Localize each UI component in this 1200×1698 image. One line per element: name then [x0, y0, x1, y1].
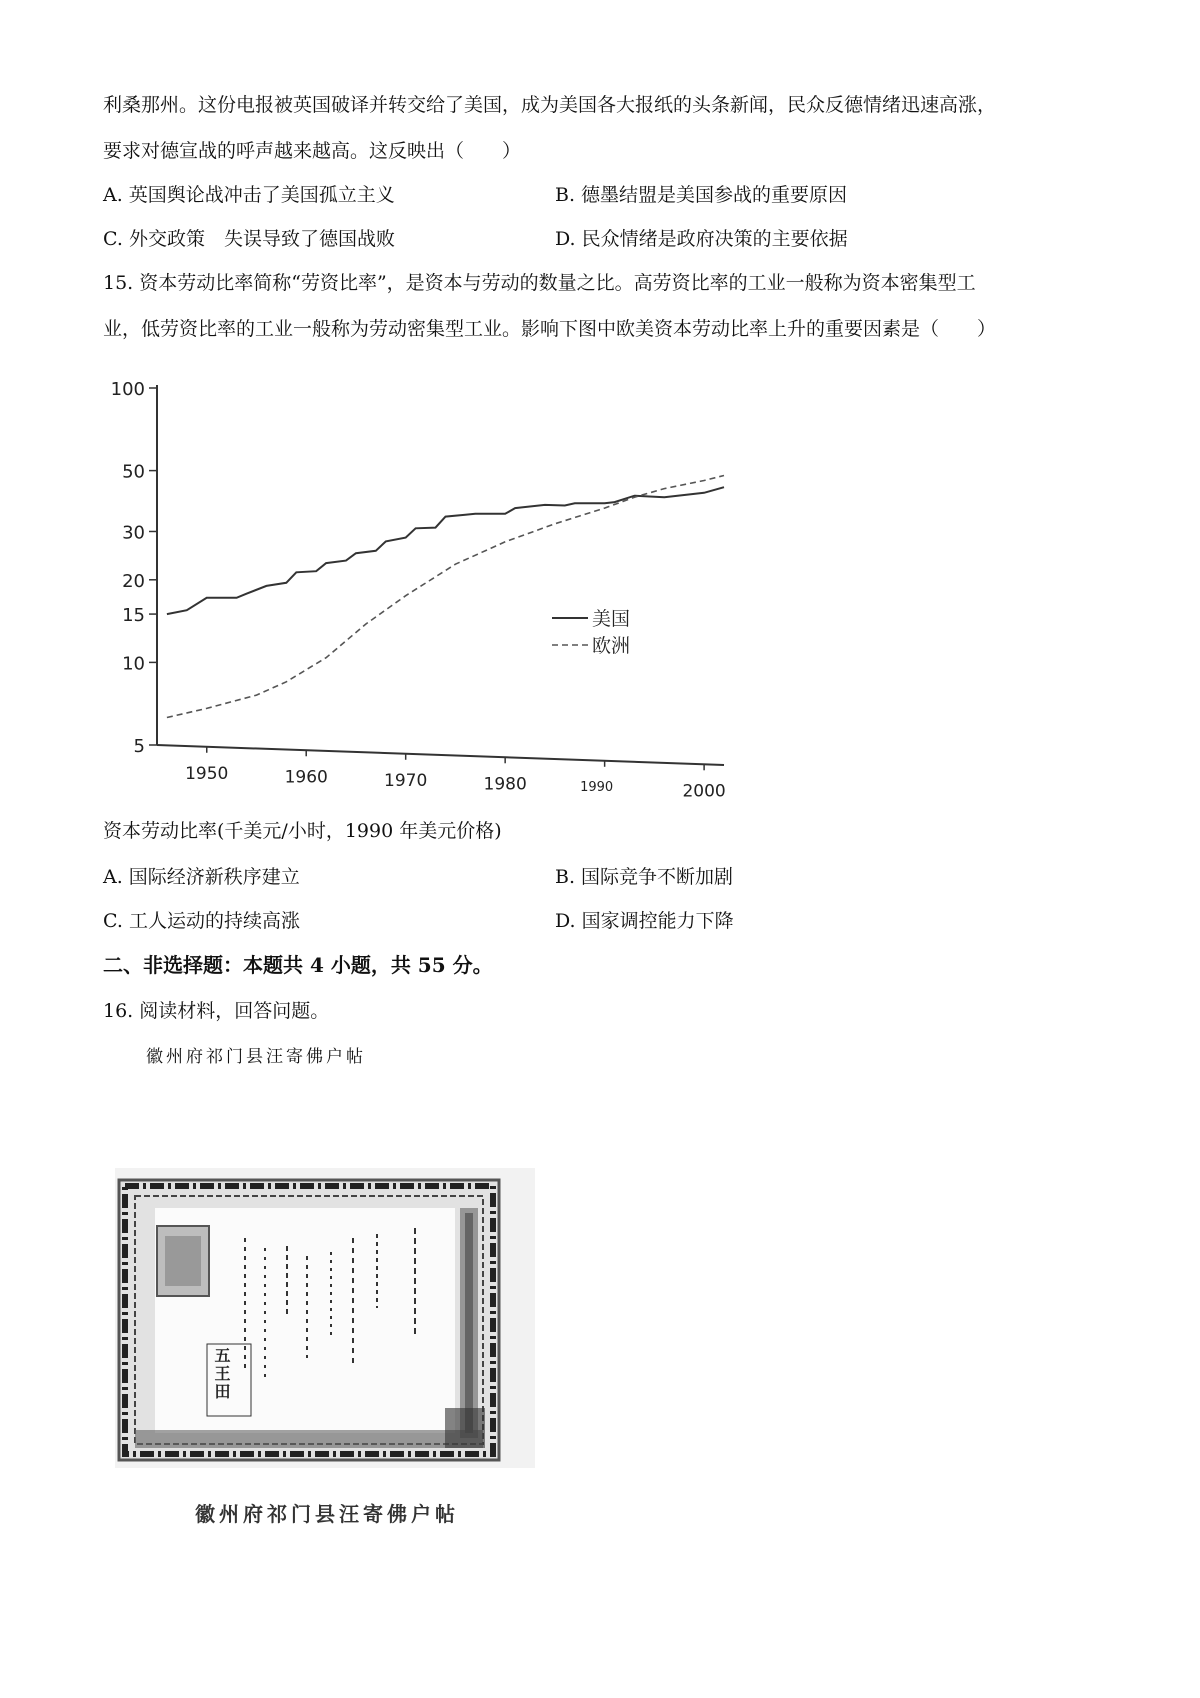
document-image-title: 徽州府祁门县汪寄佛户帖: [146, 1047, 366, 1067]
section-2-heading: 二、非选择题：本题共 4 小题，共 55 分。: [103, 953, 493, 977]
x-tick-label: 1950: [185, 763, 229, 784]
q14-option-c: C. 外交政策 失误导致了德国战败: [103, 228, 395, 250]
chart-caption: 资本劳动比率(千美元/小时，1990 年美元价格): [103, 820, 502, 842]
chart-series: [167, 475, 724, 717]
y-tick-label: 15: [122, 605, 145, 627]
x-tick-label: 1990: [580, 779, 614, 795]
q14-option-b: B. 德墨结盟是美国参战的重要原因: [555, 184, 848, 206]
x-tick-label: 2000: [682, 781, 726, 802]
document-stamped-characters: 五王田: [212, 1347, 231, 1401]
question-14-text-line-2: 要求对德宣战的呼声越来越高。这反映出（ ）: [103, 140, 522, 162]
y-tick-label: 100: [110, 379, 145, 400]
x-tick-label: 1980: [483, 774, 527, 795]
y-tick-label: 20: [122, 570, 145, 592]
capital-labor-ratio-chart: [110, 379, 732, 810]
y-tick-label: 30: [122, 522, 145, 544]
household-certificate-image: [115, 1168, 535, 1468]
y-tick-label: 5: [133, 736, 145, 757]
q14-option-a: A. 英国舆论战冲击了美国孤立主义: [103, 184, 395, 206]
q15-option-b: B. 国际竞争不断加剧: [555, 866, 734, 888]
document-image-caption: 徽州府祁门县汪寄佛户帖: [195, 1502, 459, 1526]
chart-legend: [552, 608, 630, 657]
q15-option-d: D. 国家调控能力下降: [555, 910, 734, 932]
question-15-text-line-2: 业，低劳资比率的工业一般称为劳动密集型工业。影响下图中欧美资本劳动比率上升的重要因素是（ ）: [103, 318, 997, 340]
y-tick-label: 50: [122, 461, 145, 483]
y-tick-label: 10: [122, 653, 145, 675]
x-axis-line: [157, 745, 724, 765]
question-14-text-line-1: 利桑那州。这份电报被英国破译并转交给了美国，成为美国各大报纸的头条新闻，民众反德情绪迅速高涨，: [103, 94, 997, 116]
legend-label-usa: 美国: [592, 608, 631, 630]
chart-axes: [111, 379, 726, 801]
series-line-usa: [167, 487, 724, 614]
question-16-prompt: 16. 阅读材料，回答问题。: [103, 1000, 330, 1022]
question-15-text-line-1: 15. 资本劳动比率简称“劳资比率”，是资本与劳动的数量之比。高劳资比率的工业一般称为资本密集型工: [103, 272, 976, 294]
x-tick-label: 1970: [384, 770, 428, 791]
x-tick-label: 1960: [284, 767, 328, 788]
q14-option-d: D. 民众情绪是政府决策的主要依据: [555, 228, 848, 250]
q15-option-c: C. 工人运动的持续高涨: [103, 910, 300, 932]
series-line-europe: [167, 476, 724, 718]
q15-option-a: A. 国际经济新秩序建立: [103, 866, 300, 888]
legend-label-europe: 欧洲: [592, 635, 631, 657]
